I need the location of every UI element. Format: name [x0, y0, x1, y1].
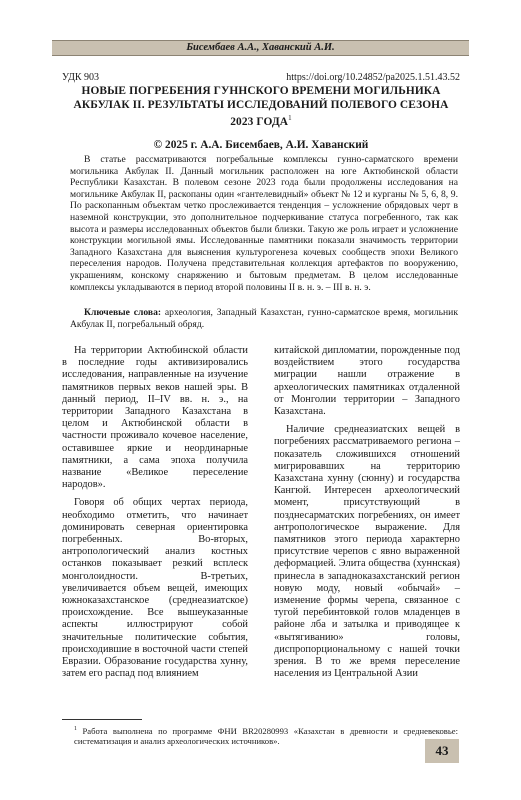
footnote — [74, 724, 458, 747]
doi-link[interactable]: https://doi.org/10.24852/pa2025.1.51.43.52 — [286, 72, 460, 83]
body-column-right — [274, 345, 460, 686]
paragraph: На территории Актюбинской области в последние годы активизировались исследования, направленные на изучение памятников первых веков нашей эры. В данный период, II–IV вв. н. э., на территории Западного Казахстана в целом и Актюбинской области в частности проживало кочевое население, оставившее яркие и неординарные памятники, а сама эпоха получила название «Великое переселение народов». — [62, 345, 248, 491]
footnote-text: Работа выполнена по программе ФНИ BR20280993 «Казахстан в древности и средневековье: систематизация и анализ археологических источников». — [74, 725, 458, 747]
keywords-label: Ключевые слова: — [84, 307, 162, 318]
paragraph: китайской дипломатии, порожденные под воздействием этого государства миграции нашли отражение в археологических памятниках отдаленной от Монголии территории – Западного Казахстана. — [274, 345, 460, 418]
paragraph: Говоря об общих чертах периода, необходимо отметить, что начинает доминировать северная ориентировка погребенных. Во-вторых, антропологический анализ костных останков показывает резкий всплеск монголоидности. В-третьих, увеличивается объем вещей, имеющих южноказахстанское (среднеазиатское) происхождение. Все вышеуказанные аспекты иллюстрируют собой значительные политические события, происходившие в восточной части степей Евразии. Образование государства хунну, затем его распад под влиянием — [62, 497, 248, 680]
udc-code: УДК 903 — [62, 72, 100, 83]
footnote-divider — [62, 719, 142, 720]
running-head: Бисембаев А.А., Хаванский А.И. — [186, 42, 335, 53]
article-title — [62, 85, 460, 130]
title-footnote-mark: 1 — [288, 114, 292, 123]
authors-line: © 2025 г. А.А. Бисембаев, А.И. Хаванский — [153, 139, 369, 151]
title-text: НОВЫЕ ПОГРЕБЕНИЯ ГУННСКОГО ВРЕМЕНИ МОГИЛЬНИКА АКБУЛАК II. РЕЗУЛЬТАТЫ ИССЛЕДОВАНИЙ ПОЛЕВОГО СЕЗОНА 2023 ГОДА — [73, 85, 449, 128]
paragraph: Наличие среднеазиатских вещей в погребениях рассматриваемого региона – показатель сложившихся отношений мигрировавших на территорию Казахстана хунну (сюнну) и государства Кангюй. Интересен археологический момент, присутствующий в позднесарматских погребениях, он имеет антропологическое выражение. Для памятников этого периода характерно присутствие черепов с явно выраженной деформацией. Элита общества (хуннская) принесла в западноказахстанский регион новую моду, новый «обычай» – изменение формы черепа, связанное с тугой перебинтовкой голов младенцев в районе лба и затылка и приводящее к «вытягиванию» головы, диспропорциональному с нашей точки зрения. В то же время переселение населения из Центральной Азии — [274, 424, 460, 680]
footnote-mark: 1 — [74, 726, 77, 732]
article-meta — [62, 72, 460, 84]
abstract: В статье рассматриваются погребальные комплексы гунно-сарматского времени могильника Акбулак II. Данный могильник расположен на юге Актюбинской области Республики Казахстан. В полевом сезоне 2023 года были продолжены исследования на могильнике Акбулак II, раскопаны один «гантелевидный» объект № 12 и курганы № 5, 6, 8, 9. По раскопанным объектам четко прослеживается тенденция – усложнение обрядовых черт в наземной конструкции, это дополнительное подчеркивание статуса погребенного, так как высота и размеры исследованных объектов были близки. Такую же роль играет и усложнение конструкции могильной ямы. Исследованные памятники показали значимость территории Западного Казахстана для выяснения культурогенеза кочевых сообществ эпохи Великого переселения народов. Получена представительная коллекция артефактов по вооружению, украшениям, конскому снаряжению и бытовым предметам. В целом исследованные комплексы укладываются в период второй половины II в. н. э. – III в. н. э. — [70, 154, 458, 293]
keywords — [70, 307, 458, 330]
body-column-left — [62, 345, 248, 686]
keywords-text: археология, Западный Казахстан, гунно-сарматское время, могильник Акбулак II, погребальный обряд. — [70, 307, 458, 330]
page-number: 43 — [435, 743, 449, 758]
